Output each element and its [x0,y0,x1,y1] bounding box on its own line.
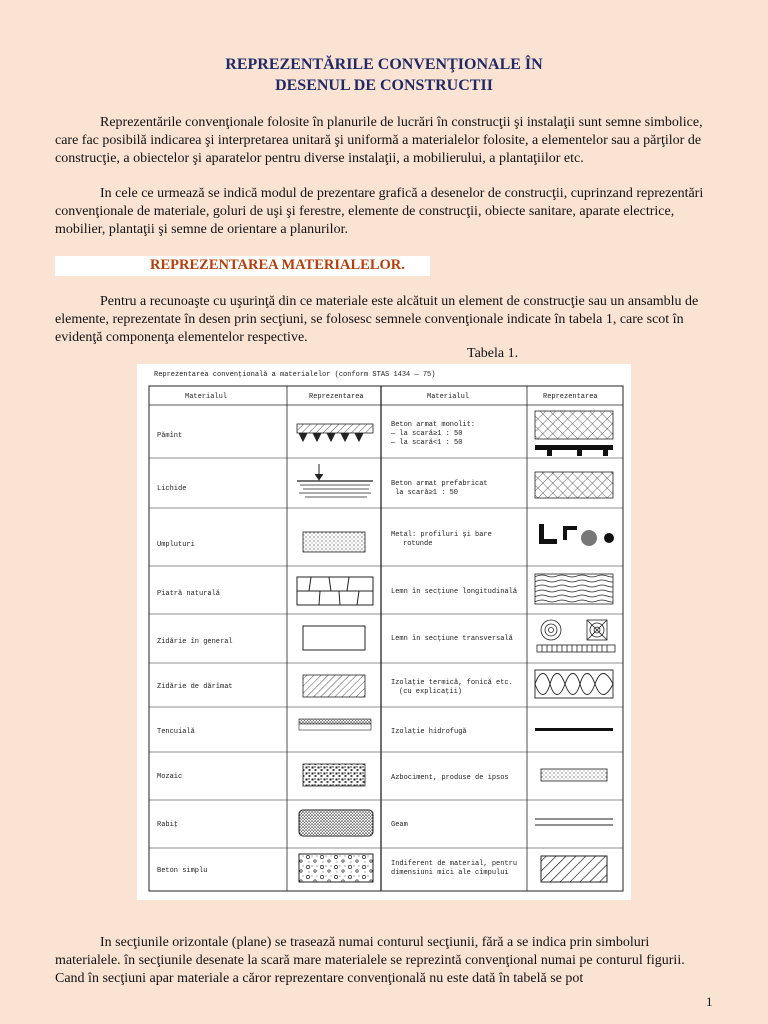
table-row-label: Piatră naturală [157,590,221,598]
table-title: Reprezentarea convenţională a materialelor (conform STAS 1434 — 75) [154,371,436,379]
materials-table-figure [137,364,631,900]
materials-table [137,364,631,900]
intro-paragraph-1: Reprezentările convenţionale folosite în planurile de lucrări în construcţii şi instalaţii sunt semne simbolice, care fac posibilă indicarea şi interpretarea unitară şi uniformă a materialelor folosite, a elementelor sau a părţilor de construcţie, a obiectelor şi aparatelor pentru diverse instalaţii, a mobilierului, a plantaţiilor etc. [55,115,703,167]
table-row-label: Geam [391,821,408,829]
table-row-label: Zidărie de dărîmat [157,683,233,691]
table-row-label: Lemn în secţiune transversală [391,635,513,643]
table-row-label: Izolaţie termică, fonică etc. [391,679,513,687]
symbol-tencuiala [299,719,371,730]
table-caption: Tabela 1. [467,346,519,361]
table-row-label: Pămînt [157,432,183,440]
table-row-label: Rabiţ [157,821,179,829]
table-row-label: — la scară<1 : 50 [391,439,463,447]
section-heading: REPREZENTAREA MATERIALELOR. [150,257,405,273]
section-paragraph: Pentru a recunoaşte cu uşurinţă din ce materiale este alcătuit un element de construcţie sau un ansamblu de elemente, reprezentate în desen prin secţiuni, se folosesc semnele convenţionale indicate în tabela 1, care scot în evidenţă componenţa elementelor respective. [55,294,699,346]
symbol-lemn-transversal [537,620,615,652]
section-heading-box [55,256,430,276]
table-header-representation-left: Reprezentarea [309,393,364,401]
symbol-izolatie-hidrofuga [535,728,613,731]
page-title-line2: DESENUL DE CONSTRUCTII [275,77,493,94]
symbol-piatra [297,577,373,605]
symbol-zidarie [303,626,365,650]
symbol-metal [539,524,614,546]
symbol-geam [535,819,613,825]
table-row-label: Umpluturi [157,541,195,549]
table-header-material-left: Materialul [185,393,228,401]
table-row-label: rotunde [403,540,433,548]
table-row-label: Beton armat prefabricat [391,480,488,488]
symbol-izolatie-termica [535,670,613,698]
page-title-line1: REPREZENTĂRILE CONVENŢIONALE ÎN [225,56,543,73]
table-row-label: Beton simplu [157,867,208,875]
symbol-azbociment [541,769,607,781]
symbol-rabit [299,810,373,836]
table-row-label: Lichide [157,485,187,493]
symbol-indiferent [541,856,607,882]
symbol-umpluturi [303,532,365,552]
table-row-label: (cu explicaţii) [399,688,463,696]
page-number: 1 [706,994,713,1009]
symbol-lichide [297,464,373,497]
table-header-representation-right: Reprezentarea [543,393,598,401]
symbol-pamint [297,424,373,441]
table-row-label: dimensiuni mici ale cîmpului [391,869,509,877]
table-row-label: Zidărie în general [157,638,233,646]
table-row-label: Izolaţie hidrofugă [391,728,467,736]
intro-paragraph-2: In cele ce urmează se indică modul de prezentare grafică a desenelor de construcţii, cuprinzand reprezentări convenţionale de materiale, goluri de uşi şi ferestre, elemente de construcţii, obiecte sanitare, aparate electrice, mobilier, plantaţii şi semne de orientare a planurilor. [55,186,704,238]
table-row-label: Beton armat monolit: [391,421,476,429]
table-row-label: Indiferent de material, pentru [391,860,518,868]
after-table-paragraph: In secţiunile orizontale (plane) se trasează numai conturul secţiunii, fără a se indica prin simboluri materialele. în secţiunile desenate la scară mare materialele se reprezintă convenţional numai pe conturul figurii. Cand în secţiuni apar materiale a căror reprezentare convenţională nu este dată în tabelă se pot [55,935,685,987]
symbol-beton-armat-monolit [535,411,613,456]
table-row-label: Lemn în secţiune longitudinală [391,588,518,596]
symbol-beton-simplu [299,854,373,882]
symbol-beton-prefabricat [535,472,613,498]
table-row-label: Tencuială [157,728,195,736]
table-header-material-right: Materialul [427,393,470,401]
table-row-label: la scară≥1 : 50 [395,489,459,497]
table-row-label: Metal: profiluri şi bare [391,531,492,539]
symbol-mozaic [303,764,365,786]
table-row-label: Azbociment, produse de ipsos [391,774,509,782]
symbol-zidarie-darimat [303,675,365,697]
table-row-label: Mozaic [157,773,183,781]
table-row-label: — la scară≥1 : 50 [391,430,463,438]
symbol-lemn-longitudinal [535,574,613,604]
